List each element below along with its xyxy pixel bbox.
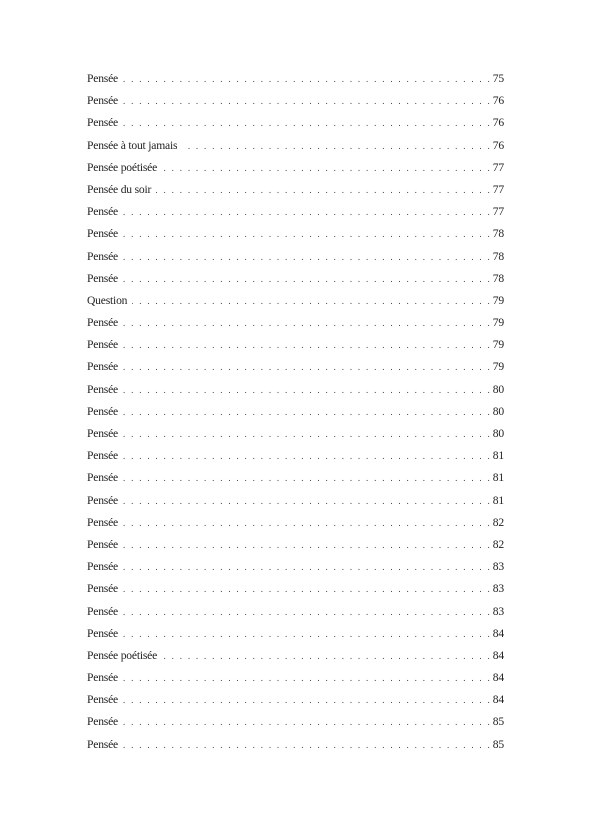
toc-entry-title: Pensée <box>87 249 118 263</box>
toc-entry[interactable] <box>87 534 504 556</box>
toc-entry[interactable] <box>87 157 504 179</box>
toc-dot-leader <box>162 157 490 179</box>
toc-entry[interactable] <box>87 246 504 268</box>
toc-entry-title: Pensée <box>87 271 118 285</box>
toc-entry[interactable] <box>87 379 504 401</box>
toc-entry-page-number: 79 <box>492 338 504 352</box>
toc-entry-page-number: 77 <box>492 160 504 174</box>
toc-entry-title: Pensée <box>87 94 118 108</box>
toc-entry[interactable] <box>87 467 504 489</box>
toc-entry-page-number: 79 <box>492 293 504 307</box>
toc-entry[interactable] <box>87 711 504 733</box>
toc-entry-page-number: 80 <box>492 382 504 396</box>
toc-entry-title: Pensée <box>87 316 118 330</box>
toc-dot-leader <box>123 601 490 623</box>
toc-entry-page-number: 75 <box>492 72 504 85</box>
toc-entry-page-number: 77 <box>492 205 504 219</box>
toc-entry[interactable] <box>87 578 504 600</box>
toc-entry-page-number: 85 <box>492 737 504 751</box>
toc-dot-leader <box>123 734 490 756</box>
toc-entry[interactable] <box>87 90 504 112</box>
toc-entry-title: Pensée du soir <box>87 182 152 196</box>
toc-entry-title: Pensée <box>87 338 118 352</box>
toc-entry-title: Pensée <box>87 582 118 596</box>
toc-entry-title: Pensée <box>87 560 118 574</box>
toc-entry-page-number: 84 <box>492 626 504 640</box>
toc-entry-title: Pensée poétisée <box>87 160 158 174</box>
toc-dot-leader <box>123 201 490 223</box>
toc-entry-title: Pensée <box>87 537 118 551</box>
toc-entry-title: Pensée <box>87 227 118 241</box>
toc-entry-title: Pensée <box>87 471 118 485</box>
toc-entry-title: Pensée <box>87 715 118 729</box>
toc-entry-title: Pensée <box>87 404 118 418</box>
toc-entry[interactable] <box>87 556 504 578</box>
toc-entry-page-number: 83 <box>492 604 504 618</box>
toc-dot-leader <box>123 578 490 600</box>
toc-entry[interactable] <box>87 223 504 245</box>
toc-entry[interactable] <box>87 312 504 334</box>
toc-entry[interactable] <box>87 601 504 623</box>
toc-entry-title: Pensée à tout jamais <box>87 138 178 152</box>
toc-entry[interactable] <box>87 112 504 134</box>
toc-entry[interactable] <box>87 490 504 512</box>
toc-entry-title: Pensée <box>87 449 118 463</box>
toc-dot-leader <box>123 556 490 578</box>
toc-dot-leader <box>182 135 489 157</box>
toc-entry-title: Pensée <box>87 427 118 440</box>
toc-dot-leader <box>123 711 490 733</box>
toc-entry[interactable] <box>87 689 504 711</box>
toc-entry-title: Pensée <box>87 626 118 640</box>
toc-entry-title: Pensée <box>87 515 118 529</box>
toc-entry-page-number: 83 <box>492 560 504 574</box>
toc-entry-title: Pensée <box>87 72 118 85</box>
toc-entry-page-number: 76 <box>492 138 504 152</box>
toc-entry[interactable] <box>87 623 504 645</box>
toc-dot-leader <box>123 112 490 134</box>
toc-entry-title: Pensée <box>87 671 118 685</box>
toc-entry-page-number: 77 <box>492 182 504 196</box>
toc-dot-leader <box>123 356 490 378</box>
toc-dot-leader <box>123 423 490 445</box>
toc-entry-title: Pensée <box>87 604 118 618</box>
toc-entry-title: Pensée <box>87 360 118 374</box>
toc-entry[interactable] <box>87 201 504 223</box>
toc-dot-leader <box>123 90 490 112</box>
toc-dot-leader <box>123 512 490 534</box>
toc-dot-leader <box>123 223 490 245</box>
toc-entry-title: Pensée <box>87 205 118 219</box>
toc-entry-page-number: 83 <box>492 582 504 596</box>
toc-entry-title: Pensée <box>87 737 118 751</box>
toc-entry-page-number: 81 <box>492 449 504 463</box>
toc-dot-leader <box>123 268 490 290</box>
toc-entry-page-number: 85 <box>492 715 504 729</box>
toc-dot-leader <box>123 68 490 90</box>
toc-entry-title: Pensée <box>87 116 118 130</box>
toc-entry[interactable] <box>87 179 504 201</box>
toc-entry-title: Pensée <box>87 693 118 707</box>
toc-entry-page-number: 76 <box>492 94 504 108</box>
toc-entry[interactable] <box>87 268 504 290</box>
toc-entry-title: Pensée <box>87 493 118 507</box>
toc-entry[interactable] <box>87 645 504 667</box>
toc-dot-leader <box>132 290 490 312</box>
toc-entry-page-number: 78 <box>492 249 504 263</box>
toc-dot-leader <box>123 379 490 401</box>
toc-dot-leader <box>123 334 490 356</box>
toc-entry-page-number: 81 <box>492 471 504 485</box>
toc-entry[interactable] <box>87 68 504 90</box>
toc-entry-title: Question <box>87 293 128 307</box>
toc-dot-leader <box>123 467 490 489</box>
toc-dot-leader <box>123 246 490 268</box>
toc-entry-page-number: 84 <box>492 648 504 662</box>
toc-entry[interactable] <box>87 445 504 467</box>
toc-dot-leader <box>123 401 490 423</box>
toc-dot-leader <box>123 667 490 689</box>
toc-entry[interactable] <box>87 512 504 534</box>
toc-dot-leader <box>123 312 490 334</box>
toc-dot-leader <box>162 645 490 667</box>
toc-entry-page-number: 84 <box>492 671 504 685</box>
toc-dot-leader <box>123 623 490 645</box>
toc-entry-page-number: 84 <box>492 693 504 707</box>
toc-dot-leader <box>123 445 490 467</box>
toc-entry-title: Pensée poétisée <box>87 648 158 662</box>
toc-entry-page-number: 82 <box>492 537 504 551</box>
toc-entry-page-number: 81 <box>492 493 504 507</box>
toc-dot-leader <box>123 689 490 711</box>
toc-entry-page-number: 79 <box>492 360 504 374</box>
toc-entry[interactable] <box>87 734 504 756</box>
toc-entry[interactable] <box>87 423 504 445</box>
toc-entry-page-number: 82 <box>492 515 504 529</box>
toc-entry-page-number: 78 <box>492 271 504 285</box>
toc-dot-leader <box>123 534 490 556</box>
toc-dot-leader <box>156 179 490 201</box>
toc-entry[interactable] <box>87 356 504 378</box>
toc-entry[interactable] <box>87 334 504 356</box>
toc-entry[interactable] <box>87 290 504 312</box>
toc-entry[interactable] <box>87 667 504 689</box>
toc-entry[interactable] <box>87 135 504 157</box>
toc-entry-title: Pensée <box>87 382 118 396</box>
toc-entry-page-number: 80 <box>492 427 504 440</box>
toc-entry-page-number: 80 <box>492 404 504 418</box>
toc-entry[interactable] <box>87 401 504 423</box>
toc-entry-page-number: 76 <box>492 116 504 130</box>
toc-entry-page-number: 78 <box>492 227 504 241</box>
toc-dot-leader <box>123 490 490 512</box>
table-of-contents <box>87 68 504 756</box>
toc-entry-page-number: 79 <box>492 316 504 330</box>
